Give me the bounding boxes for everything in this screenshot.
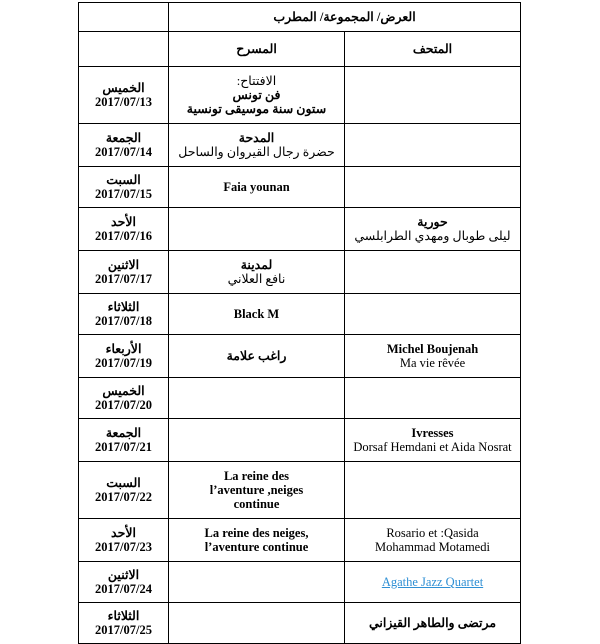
table-row (79, 208, 521, 251)
event-line: Faia younan (223, 180, 290, 194)
cell-theatre (169, 462, 345, 519)
date-value: 2017/07/25 (95, 623, 152, 637)
table-row (79, 167, 521, 208)
table-row (79, 519, 521, 562)
cell-museum (345, 294, 521, 335)
event-line: l’aventure ,neiges (209, 483, 304, 497)
event-line: نافع العلاني (227, 272, 286, 286)
table-row (79, 124, 521, 167)
cell-date (79, 519, 169, 562)
cell-theatre (169, 208, 345, 251)
date-value: 2017/07/15 (95, 187, 152, 201)
date-value: 2017/07/16 (95, 229, 152, 243)
table-row (79, 251, 521, 294)
cell-date (79, 378, 169, 419)
event-line: لمدينة (240, 258, 273, 272)
date-value: 2017/07/19 (95, 356, 152, 370)
cell-museum (345, 208, 521, 251)
table-header-row-columns (79, 32, 521, 67)
table-row (79, 378, 521, 419)
table-row (79, 294, 521, 335)
event-line: مرتضى والطاهر القيزاني (368, 616, 497, 630)
cell-date (79, 562, 169, 603)
agathe-jazz-quartet-link[interactable]: Agathe Jazz Quartet (381, 575, 484, 589)
cell-theatre (169, 562, 345, 603)
table-row (79, 67, 521, 124)
cell-date (79, 251, 169, 294)
cell-date (79, 294, 169, 335)
cell-museum (345, 251, 521, 294)
event-line: continue (233, 497, 280, 511)
event-line: المدحة (238, 131, 275, 145)
cell-theatre (169, 167, 345, 208)
cell-museum (345, 67, 521, 124)
table-row (79, 462, 521, 519)
header-group-label: العرض/ المجموعة/ المطرب (169, 3, 521, 32)
cell-date (79, 208, 169, 251)
date-value: 2017/07/14 (95, 145, 152, 159)
cell-date (79, 124, 169, 167)
cell-theatre (169, 519, 345, 562)
cell-date (79, 419, 169, 462)
date-weekday: الثلاثاء (107, 300, 140, 314)
event-line: l’aventure continue (204, 540, 309, 554)
schedule-table-body (79, 3, 521, 644)
header-col-museum: المتحف (345, 32, 521, 67)
date-weekday: الأربعاء (105, 342, 142, 356)
event-line: ليلى طوبال ومهدي الطرابلسي (354, 229, 511, 243)
date-weekday: الاثنين (107, 568, 140, 582)
date-value: 2017/07/23 (95, 540, 152, 554)
cell-date (79, 603, 169, 644)
table-row (79, 562, 521, 603)
event-line: Michel Boujenah (386, 342, 479, 356)
date-weekday: الأحد (111, 215, 136, 229)
date-weekday: الثلاثاء (107, 609, 140, 623)
date-value: 2017/07/17 (95, 272, 152, 286)
cell-theatre (169, 378, 345, 419)
event-link[interactable] (349, 575, 516, 589)
cell-theatre (169, 603, 345, 644)
event-line: حورية (417, 215, 448, 229)
cell-theatre (169, 419, 345, 462)
event-line: حضرة رجال القيروان والساحل (178, 145, 335, 159)
cell-theatre (169, 124, 345, 167)
schedule-table (78, 2, 521, 644)
cell-theatre (169, 67, 345, 124)
cell-date (79, 167, 169, 208)
header-col-theatre: المسرح (169, 32, 345, 67)
cell-date (79, 335, 169, 378)
cell-museum (345, 462, 521, 519)
event-line: Mohammad Motamedi (375, 540, 490, 554)
date-weekday: الجمعة (105, 426, 142, 440)
table-row (79, 419, 521, 462)
event-line: راغب علامة (226, 349, 287, 363)
date-value: 2017/07/24 (95, 582, 152, 596)
event-line: Ma vie rêvée (399, 356, 466, 370)
cell-theatre (169, 294, 345, 335)
event-line: فن تونس (232, 88, 281, 102)
table-row (79, 335, 521, 378)
cell-date (79, 462, 169, 519)
date-weekday: السبت (106, 476, 141, 490)
date-value: 2017/07/22 (95, 490, 152, 504)
date-weekday: السبت (106, 173, 141, 187)
event-line: Dorsaf Hemdani et Aida Nosrat (353, 440, 512, 454)
header-date-blank (79, 32, 169, 67)
event-line: La reine des neiges, (204, 526, 309, 540)
date-weekday: الاثنين (107, 258, 140, 272)
event-line: La reine des (223, 469, 290, 483)
date-weekday: الأحد (111, 526, 136, 540)
cell-museum (345, 167, 521, 208)
event-line: ستون سنة موسيقى تونسية (186, 102, 327, 116)
cell-theatre (169, 251, 345, 294)
date-value: 2017/07/13 (95, 95, 152, 109)
header-date-blank-top (79, 3, 169, 32)
date-weekday: الخميس (102, 384, 145, 398)
cell-museum (345, 124, 521, 167)
date-value: 2017/07/20 (95, 398, 152, 412)
table-row (79, 603, 521, 644)
cell-museum (345, 378, 521, 419)
cell-museum (345, 562, 521, 603)
cell-date (79, 67, 169, 124)
cell-museum (345, 603, 521, 644)
date-weekday: الخميس (102, 81, 145, 95)
cell-theatre (169, 335, 345, 378)
table-header-row-group (79, 3, 521, 32)
date-value: 2017/07/21 (95, 440, 152, 454)
event-line: الافتتاح: (236, 74, 277, 88)
event-line: Black M (233, 307, 280, 321)
cell-museum (345, 335, 521, 378)
cell-museum (345, 519, 521, 562)
date-weekday: الجمعة (105, 131, 142, 145)
date-value: 2017/07/18 (95, 314, 152, 328)
event-line: Ivresses (411, 426, 454, 440)
cell-museum (345, 419, 521, 462)
event-line: Rosario et :Qasida (386, 526, 479, 540)
